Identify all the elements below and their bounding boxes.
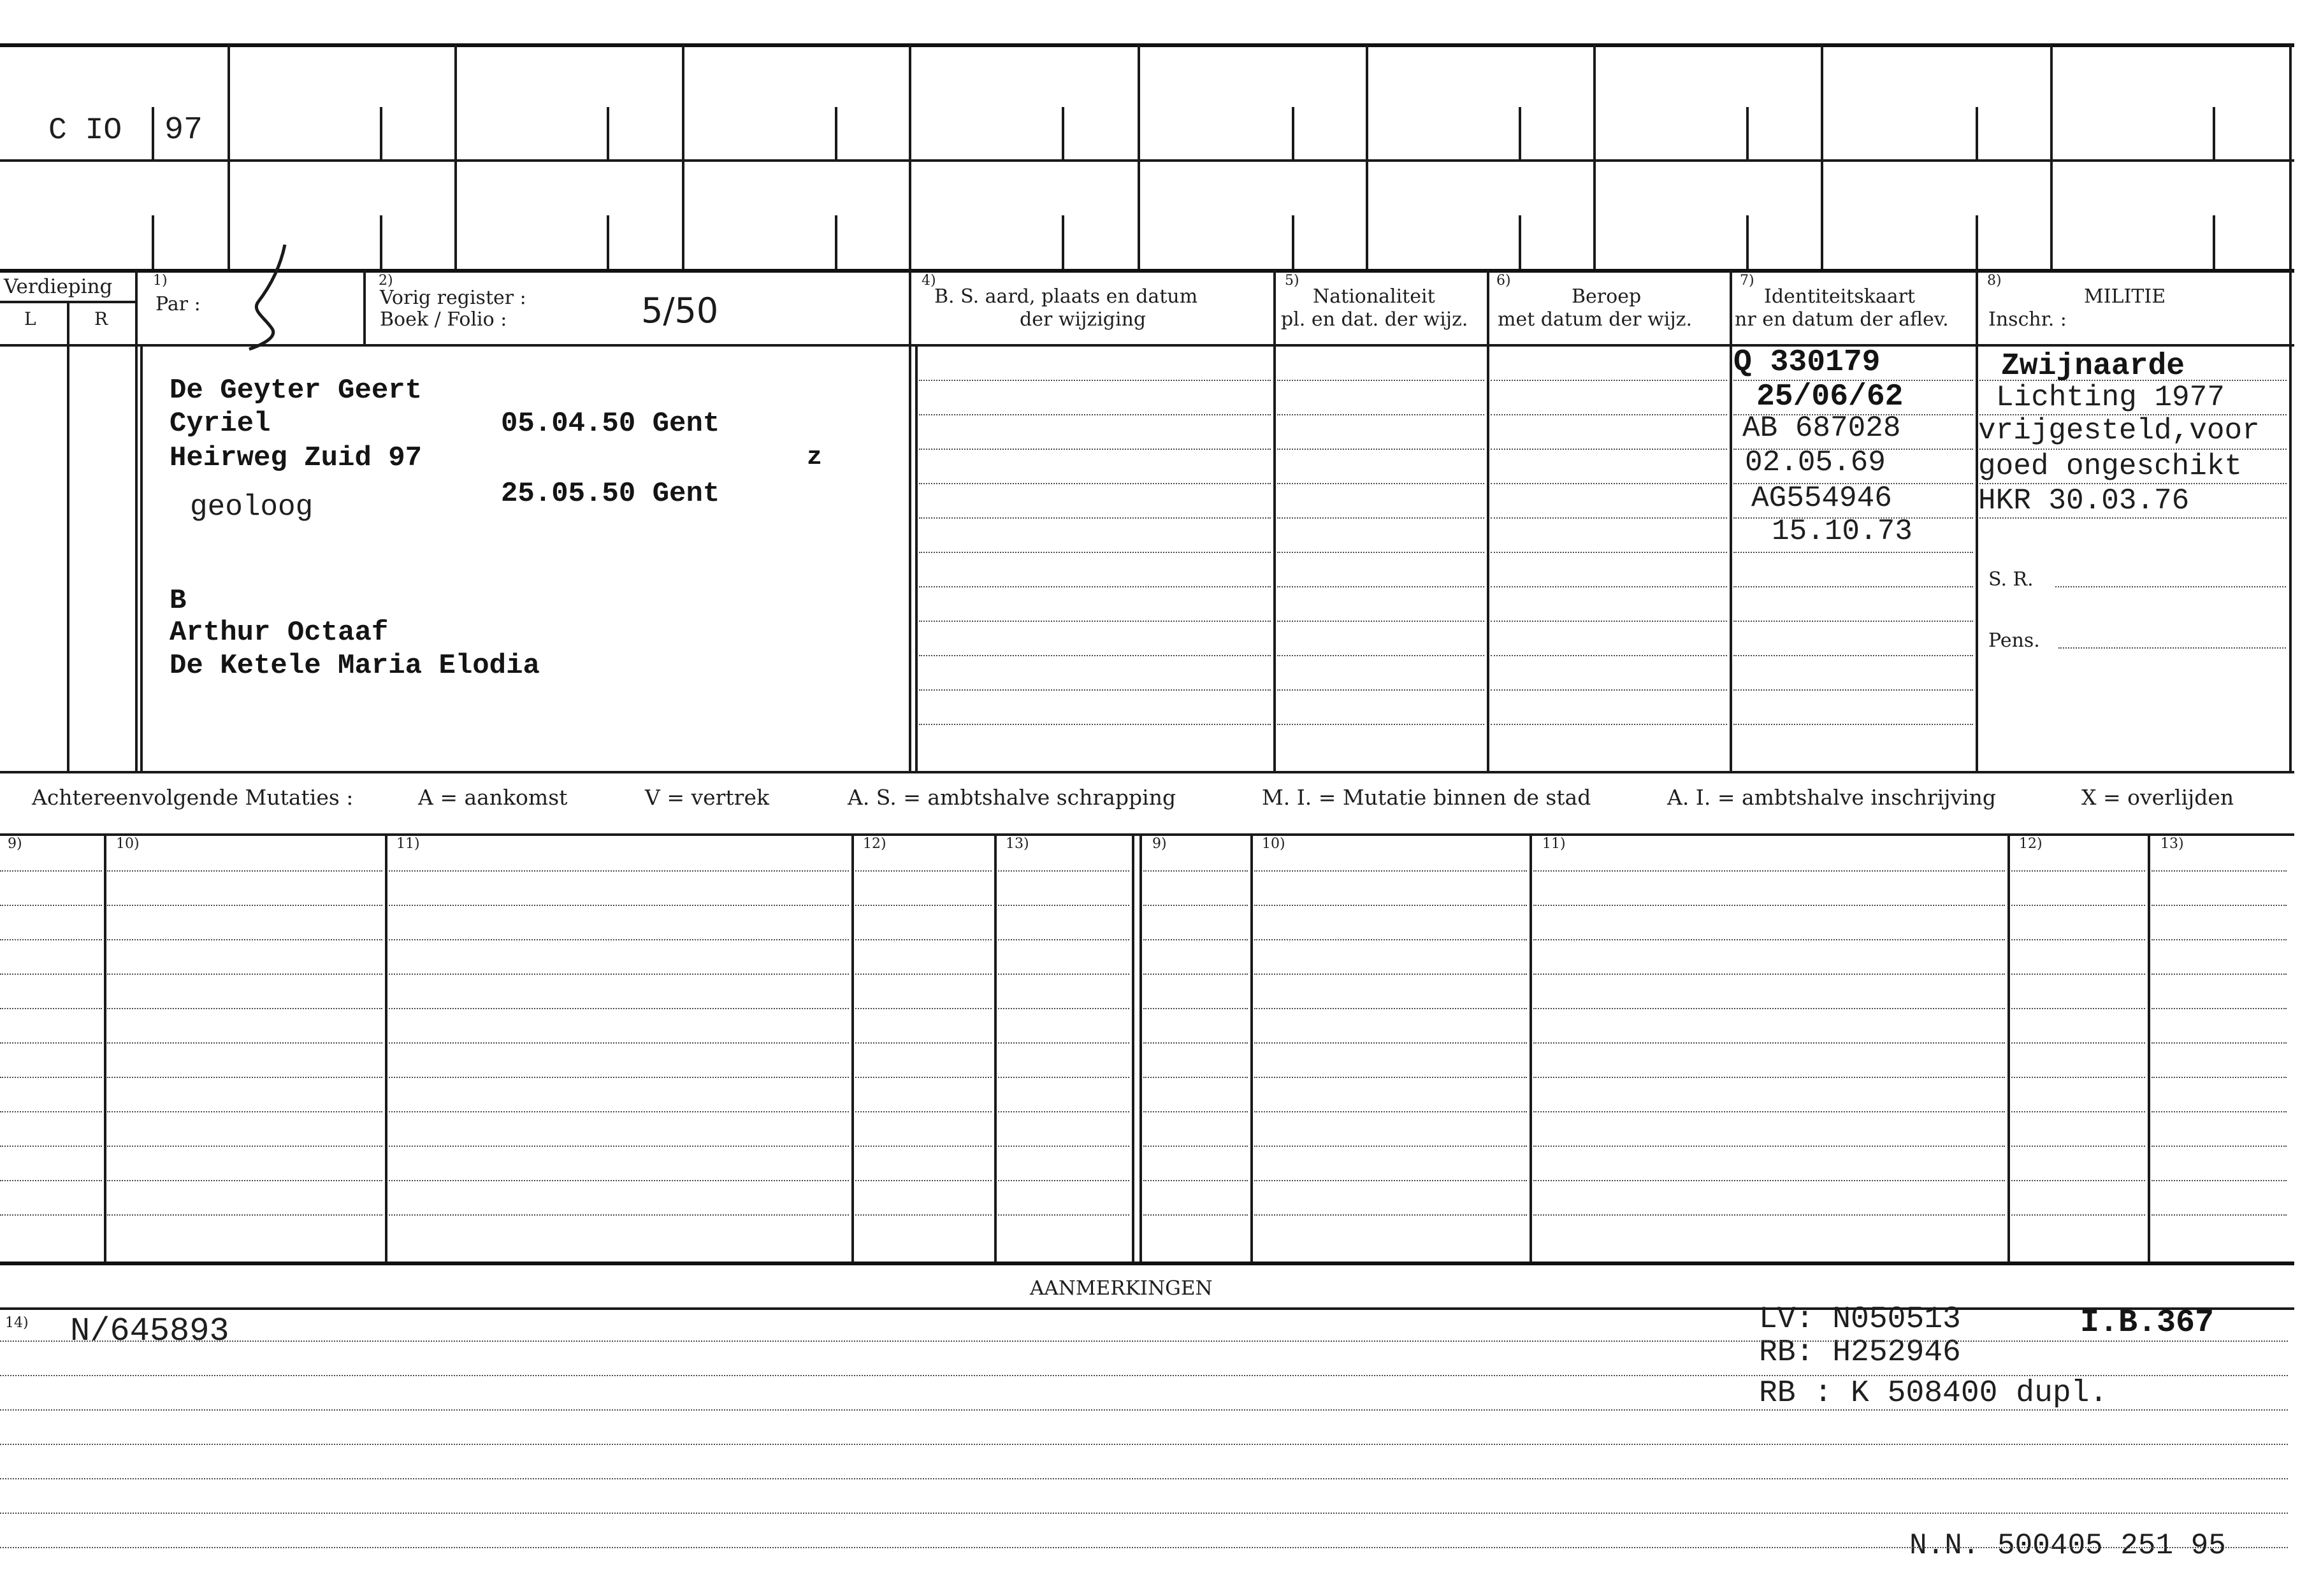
ruling-line (1254, 1180, 1527, 1181)
remarks-title: AANMERKINGEN (1030, 1277, 1213, 1300)
ruling-line (2152, 1077, 2287, 1078)
ruling-line (1533, 1042, 2005, 1044)
remarks-rb2: RB : K 508400 dupl. (1759, 1376, 2108, 1411)
ruling-line (1733, 552, 1973, 553)
ruling-line (1143, 1146, 1248, 1147)
ruling-line (0, 1478, 2288, 1479)
ruling-line (107, 974, 382, 975)
col8-num: 8) (1987, 273, 2002, 289)
ruling-line (998, 974, 1129, 975)
ruling-line (2011, 1146, 2145, 1147)
person-name: De Geyter Geert (170, 375, 423, 406)
person-second-date: 25.05.50 Gent (501, 478, 720, 510)
ruling-line (919, 483, 1271, 484)
ruling-line (107, 1077, 382, 1078)
legend-item-v: V = vertrek (645, 785, 769, 810)
ruling-line (0, 1008, 102, 1009)
ruling-line (2011, 1077, 2145, 1078)
ruling-line (107, 905, 382, 906)
ruling-line (1533, 1008, 2005, 1009)
ruling-line (1491, 380, 1727, 381)
par-scribble (245, 241, 303, 356)
person-letter: B (170, 585, 187, 617)
ruling-line (1733, 689, 1973, 691)
ruling-line (1733, 586, 1973, 587)
col6-num: 6) (1496, 273, 1511, 289)
ruling-line (998, 1008, 1129, 1009)
ruling-line (389, 939, 849, 940)
ruling-line (1254, 1042, 1527, 1044)
ruling-line (1143, 1042, 1248, 1044)
ruling-line (0, 1375, 2288, 1376)
ruling-line (1733, 621, 1973, 622)
ruling-line (1491, 449, 1727, 450)
ruling-line (1533, 1077, 2005, 1078)
ruling-line (107, 939, 382, 940)
ruling-line (919, 414, 1271, 415)
ruling-line (0, 905, 102, 906)
ruling-line (2152, 1146, 2287, 1147)
ruling-line (1143, 1214, 1248, 1216)
ruling-line (389, 870, 849, 872)
person-address: Heirweg Zuid 97 (170, 442, 423, 474)
ruling-line (2011, 1111, 2145, 1112)
ruling-line (2152, 870, 2287, 872)
ruling-line (1254, 1111, 1527, 1112)
ruling-line (1277, 380, 1484, 381)
ruling-line (2152, 1111, 2287, 1112)
person-second-name: Cyriel (170, 408, 271, 440)
person-mother: De Ketele Maria Elodia (170, 650, 540, 682)
ruling-line (0, 1513, 2288, 1514)
legend-item-x: X = overlijden (2081, 785, 2234, 810)
ruling-line (1143, 1077, 1248, 1078)
ruling-line (1733, 655, 1973, 656)
ruling-line (1491, 689, 1727, 691)
ruling-line (1143, 939, 1248, 940)
ruling-line (0, 870, 102, 872)
ruling-line (1491, 655, 1727, 656)
ruling-line (1979, 517, 2287, 519)
col4-label2: der wijziging (1020, 308, 1146, 331)
ruling-line (1277, 621, 1484, 622)
ruling-line (919, 449, 1271, 450)
ruling-line (2011, 1042, 2145, 1044)
ruling-line (1254, 870, 1527, 872)
ruling-line (107, 1008, 382, 1009)
remarks-num: 14) (5, 1315, 29, 1331)
ruling-line (919, 517, 1271, 519)
ruling-line (2011, 870, 2145, 872)
mut-left-col13: 13) (1006, 836, 1029, 852)
militie-entry-4: goed ongeschikt (1978, 450, 2243, 483)
remarks-lv: LV: N050513 (1759, 1302, 1961, 1337)
militie-title: MILITIE (2084, 285, 2166, 308)
ruling-line (389, 1111, 849, 1112)
col4-num: 4) (922, 273, 936, 289)
ruling-line (998, 1146, 1129, 1147)
ruling-line (855, 939, 992, 940)
ruling-line (0, 1547, 2288, 1548)
mut-right-col11: 11) (1542, 836, 1566, 852)
ruling-line (1491, 724, 1727, 725)
militie-entry-2: Lichting 1977 (1996, 381, 2225, 414)
person-mark: z (807, 443, 823, 472)
ruling-line (2011, 1214, 2145, 1216)
mut-left-col9: 9) (8, 836, 22, 852)
ruling-line (998, 1111, 1129, 1112)
ruling-line (0, 939, 102, 940)
mut-right-col12: 12) (2019, 836, 2043, 852)
ruling-line (107, 1214, 382, 1216)
ruling-line (2011, 1008, 2145, 1009)
ruling-line (2152, 1042, 2287, 1044)
ruling-line (998, 1180, 1129, 1181)
ruling-line (1277, 724, 1484, 725)
ruling-line (998, 1214, 1129, 1216)
ruling-line (855, 1008, 992, 1009)
ruling-line (2152, 1180, 2287, 1181)
ruling-line (1254, 1008, 1527, 1009)
ruling-line (1254, 905, 1527, 906)
col2-label1: Vorig register : (380, 287, 526, 309)
col5-label2: pl. en dat. der wijz. (1281, 308, 1468, 331)
legend-item-mi: M. I. = Mutatie binnen de stad (1262, 785, 1591, 810)
ruling-line (919, 586, 1271, 587)
ruling-line (919, 689, 1271, 691)
col1-num: 1) (153, 273, 168, 289)
ruling-line (0, 1341, 2288, 1342)
militie-inschr: Inschr. : (1988, 308, 2067, 331)
ruling-line (1533, 1111, 2005, 1112)
ruling-line (0, 1146, 102, 1147)
col7-label2: nr en datum der aflev. (1735, 308, 1949, 331)
mut-left-col10: 10) (116, 836, 140, 852)
ruling-line (2011, 974, 2145, 975)
ruling-line (1733, 724, 1973, 725)
ruling-line (1143, 905, 1248, 906)
id-entry-3: AB 687028 (1742, 412, 1901, 445)
ruling-line (1533, 1214, 2005, 1216)
ruling-line (389, 1180, 849, 1181)
ruling-line (2152, 905, 2287, 906)
ruling-line (1491, 552, 1727, 553)
ruling-line (998, 870, 1129, 872)
person-father: Arthur Octaaf (170, 617, 389, 649)
ruling-line (107, 1146, 382, 1147)
ruling-line (389, 974, 849, 975)
col7-label1: Identiteitskaart (1764, 285, 1915, 308)
ruling-line (1143, 1008, 1248, 1009)
ruling-line (855, 1042, 992, 1044)
ruling-line (389, 1146, 849, 1147)
col4-label1: B. S. aard, plaats en datum (934, 285, 1198, 308)
ruling-line (998, 1042, 1129, 1044)
remarks-ref: N/645893 (70, 1312, 229, 1350)
ruling-line (1533, 974, 2005, 975)
ruling-line (2011, 1180, 2145, 1181)
militie-entry-3: vrijgesteld,voor (1978, 414, 2260, 447)
ruling-line (1533, 939, 2005, 940)
ruling-line (389, 1214, 849, 1216)
id-entry-1: Q 330179 (1733, 345, 1881, 380)
ruling-line (1143, 1180, 1248, 1181)
id-entry-4: 02.05.69 (1745, 446, 1886, 479)
ruling-line (919, 621, 1271, 622)
remarks-nn: N.N. 500405 251 95 (1909, 1529, 2226, 1562)
ruling-line (0, 974, 102, 975)
ruling-line (1254, 939, 1527, 940)
ruling-line (0, 1180, 102, 1181)
ruling-line (1533, 905, 2005, 906)
militie-entry-1: Zwijnaarde (2001, 349, 2185, 384)
ruling-line (0, 1214, 102, 1216)
legend-title: Achtereenvolgende Mutaties : (32, 785, 354, 810)
verdieping-r: R (94, 308, 108, 329)
col5-label1: Nationaliteit (1313, 285, 1435, 308)
ruling-line (1277, 483, 1484, 484)
ruling-line (1491, 621, 1727, 622)
legend-item-as: A. S. = ambtshalve schrapping (848, 785, 1176, 810)
ruling-line (1143, 974, 1248, 975)
ruling-line (919, 724, 1271, 725)
mut-right-col9: 9) (1152, 836, 1167, 852)
mut-left-col12: 12) (863, 836, 886, 852)
ruling-line (855, 974, 992, 975)
ruling-line (107, 1042, 382, 1044)
ruling-line (998, 905, 1129, 906)
ruling-line (1533, 1180, 2005, 1181)
person-profession: geoloog (190, 491, 314, 524)
ruling-line (0, 1444, 2288, 1445)
col1-label: Par : (155, 293, 201, 315)
ruling-line (1491, 517, 1727, 519)
militie-entry-5: HKR 30.03.76 (1978, 484, 2190, 517)
ruling-line (855, 1146, 992, 1147)
ruling-line (1254, 1146, 1527, 1147)
ruling-line (1254, 1077, 1527, 1078)
ruling-line (1277, 517, 1484, 519)
ruling-line (107, 1111, 382, 1112)
ruling-line (1143, 870, 1248, 872)
ruling-line (389, 1008, 849, 1009)
ruling-line (1491, 483, 1727, 484)
ruling-line (855, 1180, 992, 1181)
ruling-line (1277, 655, 1484, 656)
ruling-line (919, 380, 1271, 381)
ruling-line (1277, 414, 1484, 415)
militie-pens: Pens. (1988, 629, 2040, 652)
ruling-line (1143, 1111, 1248, 1112)
militie-sr: S. R. (1988, 568, 2034, 591)
ruling-line (998, 939, 1129, 940)
ruling-line (919, 655, 1271, 656)
ruling-line (107, 870, 382, 872)
ruling-line (1533, 1146, 2005, 1147)
ruling-line (855, 1111, 992, 1112)
ruling-line (1491, 414, 1727, 415)
ruling-line (855, 1077, 992, 1078)
ruling-line (1277, 689, 1484, 691)
verdieping-l: L (24, 308, 36, 329)
person-birth: 05.04.50 Gent (501, 408, 720, 440)
ruling-line (855, 905, 992, 906)
ruling-line (0, 1409, 2288, 1411)
ruling-line (1533, 870, 2005, 872)
ruling-line (1491, 586, 1727, 587)
ruling-line (0, 1077, 102, 1078)
legend-item-ai: A. I. = ambtshalve inschrijving (1667, 785, 1997, 810)
ruling-line (919, 552, 1271, 553)
ruling-line (389, 1042, 849, 1044)
ruling-line (2152, 1008, 2287, 1009)
ruling-line (2152, 1214, 2287, 1216)
ruling-line (855, 870, 992, 872)
ruling-line (2152, 939, 2287, 940)
ruling-line (1277, 552, 1484, 553)
id-entry-6: 15.10.73 (1772, 515, 1913, 548)
remarks-rb1: RB: H252946 (1759, 1335, 1961, 1370)
ruling-line (2011, 905, 2145, 906)
ruling-line (2152, 974, 2287, 975)
mut-right-col10: 10) (1262, 836, 1285, 852)
ruling-line (0, 1111, 102, 1112)
index-code: C IO (48, 113, 122, 148)
col5-num: 5) (1285, 273, 1299, 289)
mut-right-col13: 13) (2160, 836, 2184, 852)
ruling-line (1277, 586, 1484, 587)
col7-num: 7) (1740, 273, 1754, 289)
col2-label2: Boek / Folio : (380, 308, 507, 331)
ruling-line (107, 1180, 382, 1181)
verdieping-label: Verdieping (4, 275, 113, 298)
boek-folio-value: 5/50 (641, 291, 719, 331)
ruling-line (389, 1077, 849, 1078)
legend-item-a: A = aankomst (418, 785, 568, 810)
ruling-line (998, 1077, 1129, 1078)
index-number: 97 (164, 112, 203, 148)
id-entry-2: 25/06/62 (1756, 380, 1904, 414)
ruling-line (855, 1214, 992, 1216)
ruling-line (1277, 449, 1484, 450)
ruling-line (0, 1042, 102, 1044)
remarks-ib: I.B.367 (2080, 1305, 2215, 1341)
ruling-line (1254, 974, 1527, 975)
id-entry-5: AG554946 (1751, 482, 1892, 515)
mut-left-col11: 11) (396, 836, 420, 852)
ruling-line (2011, 939, 2145, 940)
ruling-line (1254, 1214, 1527, 1216)
ruling-line (389, 905, 849, 906)
col6-label2: met datum der wijz. (1498, 308, 1692, 331)
col6-label1: Beroep (1572, 285, 1642, 308)
col2-num: 2) (379, 273, 393, 289)
